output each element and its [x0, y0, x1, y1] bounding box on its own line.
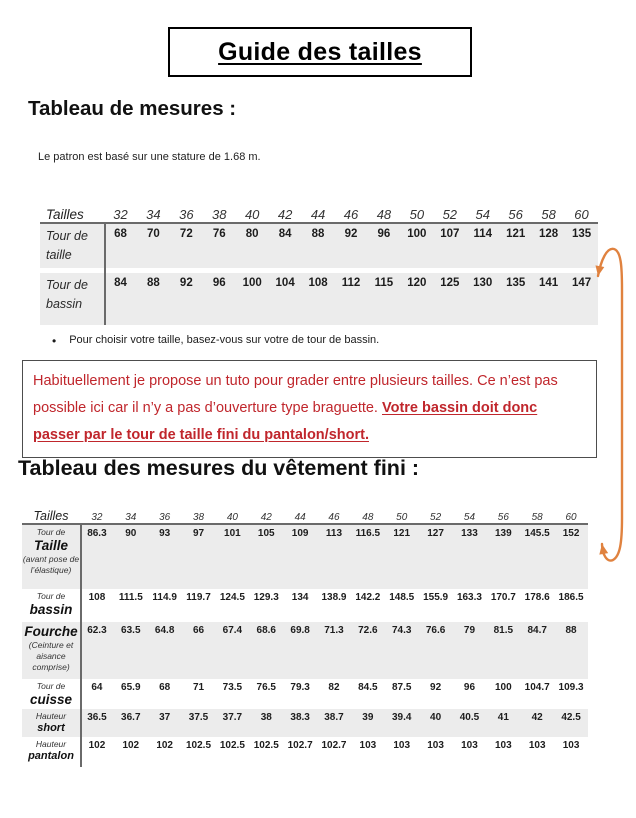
row-label-segment: Tour de	[46, 278, 88, 292]
value-cell: 71	[192, 682, 205, 693]
value-cell: 74.3	[391, 625, 412, 636]
row-label	[22, 737, 80, 767]
row-label-segment: Tour de	[36, 591, 66, 601]
sizes-header-label: Tailles	[33, 509, 69, 523]
size-column-header: 52	[442, 207, 458, 222]
table-row	[40, 273, 598, 325]
value-cell: 96	[212, 277, 226, 289]
value-cell: 102	[88, 740, 106, 751]
row-label-segment: Taille	[33, 538, 68, 554]
value-cell: 97	[192, 528, 205, 539]
sizes-header-label: Tailles	[46, 207, 84, 222]
size-column-header: 34	[125, 512, 137, 523]
value-cell: 114	[473, 228, 492, 240]
value-cell: 107	[440, 228, 460, 240]
value-cell: 170.7	[490, 592, 516, 603]
row-label-segment: Tour de	[46, 229, 88, 243]
value-cell: 108	[308, 277, 328, 289]
value-cell: 67.4	[222, 625, 243, 636]
value-cell: 119.7	[186, 592, 211, 603]
row-label-segment: short	[37, 722, 65, 735]
value-cell: 68	[159, 682, 171, 693]
value-cell: 102	[122, 740, 140, 751]
page-title: Guide des tailles	[218, 37, 422, 66]
warning-text: Habituellement je propose un tuto pour grader entre plusieurs tailles. Ce n’est pas possible ici car il n’y a pas d’ouverture type braguette.	[33, 373, 558, 416]
value-cell: 69.8	[290, 625, 310, 636]
value-cell: 96	[377, 228, 391, 240]
value-cell: 41	[497, 712, 509, 723]
curved-arrow-line	[598, 249, 622, 561]
row-label-segment: Tour de	[36, 527, 66, 537]
size-column-header: 60	[574, 207, 589, 222]
value-cell: 88	[565, 625, 577, 636]
value-cell: 103	[461, 740, 478, 751]
value-cell: 129.3	[253, 592, 279, 603]
body-measurements-table	[40, 198, 598, 325]
value-cell: 186.5	[558, 592, 584, 603]
value-cell: 147	[571, 277, 592, 289]
value-cell: 109	[291, 528, 309, 539]
section2-heading: Tableau des mesures du vêtement fini :	[18, 456, 420, 480]
row-label	[22, 679, 80, 709]
value-cell: 103	[359, 740, 377, 751]
value-cell: 142.2	[355, 592, 381, 603]
value-cell: 96	[463, 682, 476, 693]
row-label	[22, 709, 80, 737]
size-column-header: 46	[343, 207, 359, 222]
value-cell: 40	[430, 712, 442, 723]
bullet-icon: •	[52, 334, 57, 348]
value-cell: 37.7	[222, 712, 243, 723]
size-column-header: 52	[430, 512, 442, 523]
table-row	[22, 709, 588, 737]
value-cell: 38	[260, 712, 272, 723]
table-row	[22, 737, 588, 767]
size-column-header: 42	[277, 207, 293, 222]
size-column-header: 36	[179, 207, 194, 222]
value-cell: 88	[146, 277, 160, 289]
value-cell: 148.5	[389, 592, 415, 603]
row-label-segment: (avant pose de l’élastique)	[22, 553, 80, 575]
value-cell: 102.7	[321, 740, 347, 751]
row-label	[40, 273, 104, 325]
value-cell: 72	[179, 228, 193, 240]
value-cell: 103	[427, 740, 444, 751]
value-cell: 104	[275, 277, 295, 289]
value-cell: 81.5	[493, 625, 514, 636]
value-cell: 108	[88, 592, 106, 603]
row-label-segment: taille	[46, 248, 72, 263]
value-cell: 121	[506, 228, 526, 240]
size-column-header: 46	[328, 512, 340, 523]
value-cell: 124.5	[219, 592, 245, 603]
value-cell: 121	[393, 528, 411, 539]
value-cell: 130	[473, 277, 493, 289]
value-cell: 36.7	[121, 712, 141, 723]
value-cell: 100	[407, 228, 427, 240]
value-cell: 38.3	[290, 712, 310, 723]
value-cell: 133	[461, 528, 478, 539]
table-row	[22, 589, 588, 622]
value-cell: 178.6	[524, 592, 550, 603]
value-cell: 64	[91, 682, 103, 693]
warning-text-emphasis: Votre bassin doit donc passer par le tour de taille fini du pantalon/short.	[33, 399, 538, 443]
value-cell: 100	[494, 682, 512, 693]
value-cell: 103	[562, 740, 580, 751]
value-cell: 90	[125, 528, 137, 539]
size-column-header: 36	[159, 512, 171, 523]
value-cell: 141	[539, 277, 559, 289]
value-cell: 115	[374, 277, 394, 289]
value-cell: 100	[242, 277, 262, 289]
size-column-header: 44	[294, 512, 306, 523]
value-cell: 134	[291, 592, 309, 603]
size-column-header: 34	[146, 207, 161, 222]
value-cell: 62.3	[87, 625, 107, 636]
value-cell: 82	[328, 682, 340, 693]
value-cell: 103	[494, 740, 512, 751]
row-label-segment: Tour de	[36, 681, 66, 691]
value-cell: 86.3	[87, 528, 107, 539]
value-cell: 65.9	[121, 682, 141, 693]
value-cell: 84	[114, 277, 127, 289]
row-label	[40, 224, 104, 268]
size-column-header: 48	[376, 207, 392, 222]
bullet-text: Pour choisir votre taille, basez-vous sur votre de tour de bassin.	[69, 334, 380, 346]
size-column-header: 42	[260, 512, 272, 523]
value-cell: 39	[362, 712, 374, 723]
value-cell: 87.5	[391, 682, 412, 693]
value-cell: 102	[156, 740, 173, 751]
value-cell: 120	[407, 277, 427, 289]
value-cell: 68	[114, 228, 127, 240]
size-column-header: 58	[541, 207, 556, 222]
finished-garment-table	[22, 503, 588, 767]
curved-double-arrow	[576, 238, 636, 578]
value-cell: 38.7	[324, 712, 344, 723]
value-cell: 76.5	[256, 682, 276, 693]
size-column-header: 54	[475, 207, 490, 222]
row-label-segment: bassin	[46, 297, 83, 312]
value-cell: 102.7	[287, 740, 313, 751]
table-row	[22, 525, 588, 589]
value-cell: 71.3	[324, 625, 344, 636]
value-cell: 109.3	[558, 682, 584, 693]
size-column-header: 44	[310, 207, 326, 222]
value-cell: 105	[257, 528, 275, 539]
value-cell: 104.7	[524, 682, 550, 693]
value-cell: 128	[539, 228, 559, 240]
value-cell: 101	[224, 528, 241, 539]
size-column-header: 32	[91, 512, 103, 523]
value-cell: 113	[325, 528, 343, 539]
row-label-segment: cuisse	[29, 692, 73, 708]
value-cell: 79	[463, 625, 476, 636]
table-vertical-divider	[104, 224, 106, 325]
value-cell: 80	[245, 228, 259, 240]
size-column-header: 50	[396, 512, 408, 523]
table-row	[22, 622, 588, 679]
size-column-header: 60	[565, 512, 577, 523]
size-column-header: 38	[192, 512, 205, 523]
size-column-header: 48	[362, 512, 374, 523]
warning-box	[22, 360, 597, 458]
size-column-header: 54	[463, 512, 476, 523]
value-cell: 102.5	[253, 740, 279, 751]
value-cell: 139	[494, 528, 512, 539]
table-row	[22, 679, 588, 709]
size-column-header: 38	[212, 207, 227, 222]
value-cell: 84	[278, 228, 292, 240]
row-label	[22, 622, 80, 679]
value-cell: 111.5	[118, 592, 143, 603]
value-cell: 88	[311, 228, 325, 240]
value-cell: 125	[440, 277, 460, 289]
value-cell: 135	[571, 228, 592, 240]
value-cell: 102.5	[186, 740, 212, 751]
size-column-header: 56	[508, 207, 523, 222]
value-cell: 76	[212, 228, 226, 240]
value-cell: 40.5	[459, 712, 480, 723]
value-cell: 152	[562, 528, 580, 539]
row-label-segment: (Ceinture et aisance comprise)	[28, 639, 74, 672]
value-cell: 64.8	[154, 625, 175, 636]
value-cell: 79.3	[290, 682, 310, 693]
value-cell: 135	[506, 277, 526, 289]
row-label	[22, 525, 80, 589]
table-row	[40, 224, 598, 268]
size-column-header: 56	[497, 512, 509, 523]
value-cell: 63.5	[121, 625, 141, 636]
bullet-note	[52, 334, 379, 348]
value-cell: 68.6	[256, 625, 276, 636]
value-cell: 84.7	[527, 625, 547, 636]
value-cell: 102.5	[219, 740, 245, 751]
value-cell: 138.9	[321, 592, 347, 603]
title-box	[168, 27, 472, 77]
value-cell: 103	[528, 740, 546, 751]
value-cell: 155.9	[423, 592, 449, 603]
value-cell: 84.5	[358, 682, 378, 693]
row-label-segment: Fourche	[24, 624, 78, 639]
table-header-row	[40, 198, 598, 224]
value-cell: 92	[344, 228, 358, 240]
value-cell: 36.5	[87, 712, 107, 723]
row-label-segment: Hauteur	[35, 711, 67, 721]
row-label-segment: pantalon	[28, 750, 74, 763]
value-cell: 127	[427, 528, 444, 539]
value-cell: 70	[146, 228, 160, 240]
value-cell: 92	[430, 682, 442, 693]
table-vertical-divider	[80, 525, 82, 767]
value-cell: 92	[179, 277, 193, 289]
row-label	[22, 589, 80, 622]
value-cell: 103	[393, 740, 411, 751]
value-cell: 39.4	[391, 712, 412, 723]
size-column-header: 58	[531, 512, 543, 523]
value-cell: 72.6	[358, 625, 378, 636]
value-cell: 42.5	[561, 712, 581, 723]
size-column-header: 32	[113, 207, 128, 222]
stature-note: Le patron est basé sur une stature de 1.68 m.	[38, 151, 261, 163]
value-cell: 66	[192, 625, 205, 636]
value-cell: 114.9	[152, 592, 177, 603]
value-cell: 93	[159, 528, 171, 539]
value-cell: 116.5	[355, 528, 381, 539]
section1-heading: Tableau de mesures :	[28, 97, 237, 120]
size-column-header: 50	[409, 207, 425, 222]
table-header-row	[22, 503, 588, 525]
row-label-segment: bassin	[29, 602, 73, 618]
value-cell: 145.5	[524, 528, 550, 539]
value-cell: 42	[531, 712, 543, 723]
value-cell: 163.3	[456, 592, 482, 603]
value-cell: 76.6	[425, 625, 446, 636]
row-label-segment: Hauteur	[35, 739, 67, 749]
size-column-header: 40	[226, 512, 238, 523]
value-cell: 73.5	[222, 682, 243, 693]
value-cell: 112	[341, 277, 361, 289]
value-cell: 37	[159, 712, 171, 723]
size-column-header: 40	[244, 207, 260, 222]
value-cell: 37.5	[188, 712, 209, 723]
